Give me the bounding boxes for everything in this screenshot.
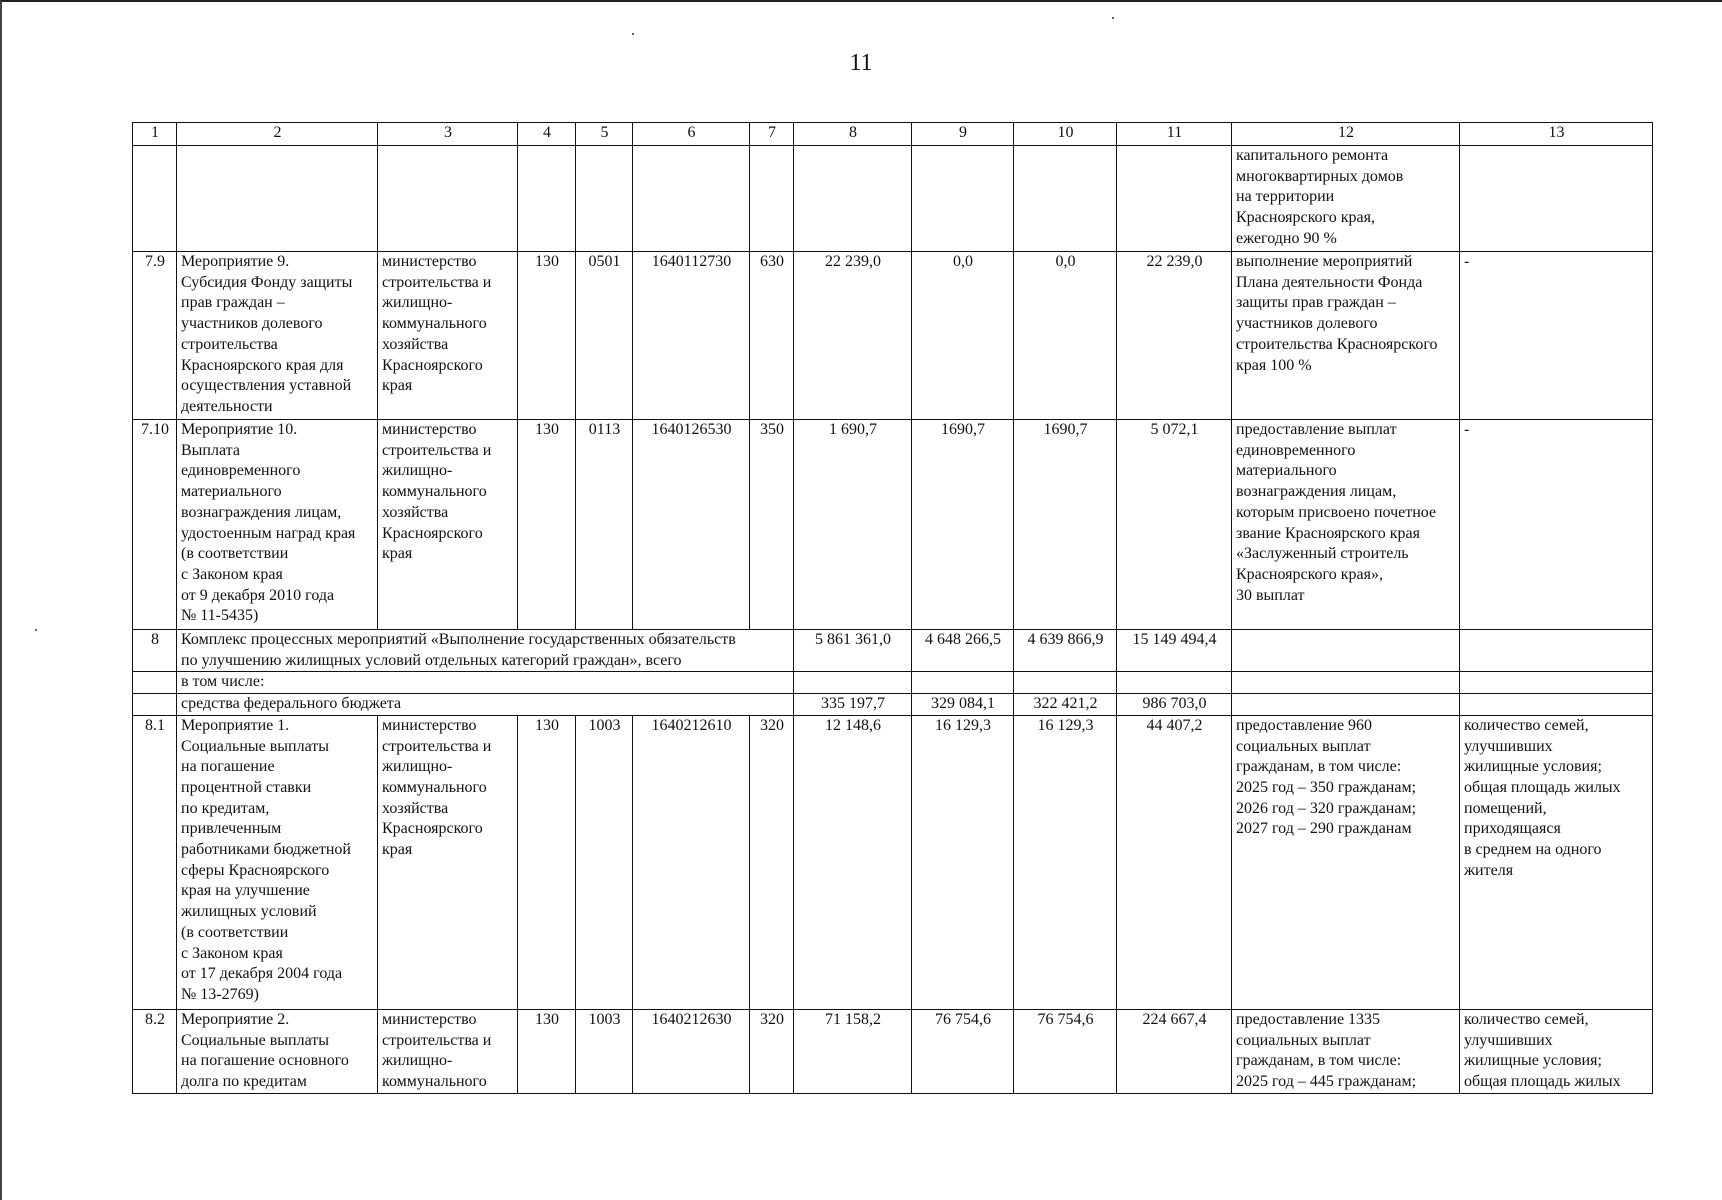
header-cell: 13 — [1460, 123, 1653, 146]
activity-name: Мероприятие 1. Социальные выплаты на погашение процентной ставки по кредитам, привлеченным работниками бюджетной сферы Красноярского края на улучшение жилищных условий (в соответствии с Законом края от 17 декабря 2004 года № 13-2769) — [177, 715, 378, 1009]
header-cell: 3 — [378, 123, 518, 146]
cell-expense-type: 320 — [750, 715, 794, 1009]
including-row — [133, 672, 1653, 694]
page-number: 11 — [849, 50, 873, 76]
cell — [794, 672, 912, 694]
cell — [1117, 146, 1232, 252]
cell-grbs: 130 — [518, 420, 576, 630]
cell — [576, 146, 633, 252]
activity-executor: министерство строительства и жилищно- коммунального хозяйства Красноярского края — [378, 252, 518, 420]
column-number-row — [133, 123, 1653, 146]
activity-executor: министерство строительства и жилищно- коммунального хозяйства Красноярского края — [378, 420, 518, 630]
cell — [1460, 694, 1653, 716]
complex-year-3: 4 639 866,9 — [1014, 630, 1117, 672]
cell-section: 0113 — [576, 420, 633, 630]
result-cell: предоставление 1335 социальных выплат гражданам, в том числе: 2025 год – 445 гражданам; — [1232, 1009, 1460, 1093]
complex-row — [133, 630, 1653, 672]
cell-expense-type: 630 — [750, 252, 794, 420]
result-cell: капитального ремонта многоквартирных домов на территории Красноярского края, ежегодно 90 % — [1232, 146, 1460, 252]
activity-number: 7.10 — [133, 420, 177, 630]
cell-expense-type: 320 — [750, 1009, 794, 1093]
activity-executor: министерство строительства и жилищно- коммунального хозяйства Красноярского края — [378, 715, 518, 1009]
cell-year-3: 76 754,6 — [1014, 1009, 1117, 1093]
cell — [133, 146, 177, 252]
cell-section: 1003 — [576, 715, 633, 1009]
cell — [378, 146, 518, 252]
indicator-cell: количество семей, улучшивших жилищные условия; общая площадь жилых помещений, приходящаяся в среднем на одного жителя — [1460, 715, 1653, 1009]
cell-total: 44 407,2 — [1117, 715, 1232, 1009]
cell-target-article: 1640212630 — [633, 1009, 750, 1093]
program-activities-table — [132, 122, 1653, 1094]
header-cell: 6 — [633, 123, 750, 146]
activity-row — [133, 252, 1653, 420]
indicator-cell: - — [1460, 252, 1653, 420]
cell — [633, 146, 750, 252]
result-cell: предоставление выплат единовременного материального вознаграждения лицам, которым присвоено почетное звание Красноярского края «Заслуженный строитель Красноярского края», 30 выплат — [1232, 420, 1460, 630]
cell — [1232, 672, 1460, 694]
complex-year-1: 5 861 361,0 — [794, 630, 912, 672]
cell-year-3: 0,0 — [1014, 252, 1117, 420]
cell — [1460, 630, 1653, 672]
cell-grbs: 130 — [518, 1009, 576, 1093]
federal-year-1: 335 197,7 — [794, 694, 912, 716]
activity-row — [133, 715, 1653, 1009]
continuation-row — [133, 146, 1653, 252]
cell-year-3: 16 129,3 — [1014, 715, 1117, 1009]
complex-total: 15 149 494,4 — [1117, 630, 1232, 672]
cell-year-3: 1690,7 — [1014, 420, 1117, 630]
cell-section: 0501 — [576, 252, 633, 420]
cell-year-1: 12 148,6 — [794, 715, 912, 1009]
cell-year-2: 76 754,6 — [912, 1009, 1014, 1093]
cell-total: 224 667,4 — [1117, 1009, 1232, 1093]
header-cell: 4 — [518, 123, 576, 146]
cell-target-article: 1640112730 — [633, 252, 750, 420]
cell — [1014, 672, 1117, 694]
cell — [1232, 630, 1460, 672]
cell — [1014, 146, 1117, 252]
cell-grbs: 130 — [518, 715, 576, 1009]
cell-expense-type: 350 — [750, 420, 794, 630]
result-cell: выполнение мероприятий Плана деятельности Фонда защиты прав граждан – участников долевого строительства Красноярского края 100 % — [1232, 252, 1460, 420]
header-cell: 1 — [133, 123, 177, 146]
header-cell: 12 — [1232, 123, 1460, 146]
indicator-cell — [1460, 146, 1653, 252]
header-cell: 8 — [794, 123, 912, 146]
cell — [1460, 672, 1653, 694]
cell-year-1: 1 690,7 — [794, 420, 912, 630]
federal-total: 986 703,0 — [1117, 694, 1232, 716]
indicator-cell: количество семей, улучшивших жилищные условия; общая площадь жилых — [1460, 1009, 1653, 1093]
cell — [518, 146, 576, 252]
cell — [912, 672, 1014, 694]
activity-number: 8.1 — [133, 715, 177, 1009]
activity-number: 8.2 — [133, 1009, 177, 1093]
scan-speck — [35, 629, 37, 631]
result-cell: предоставление 960 социальных выплат гражданам, в том числе: 2025 год – 350 гражданам; 2026 год – 320 гражданам; 2027 год – 290 гражданам — [1232, 715, 1460, 1009]
activity-executor: министерство строительства и жилищно- коммунального — [378, 1009, 518, 1093]
header-cell: 7 — [750, 123, 794, 146]
activity-name: Мероприятие 9. Субсидия Фонду защиты прав граждан – участников долевого строительства Красноярского края для осуществления уставной деятельности — [177, 252, 378, 420]
header-cell: 2 — [177, 123, 378, 146]
cell — [177, 146, 378, 252]
header-cell: 9 — [912, 123, 1014, 146]
cell-year-2: 1690,7 — [912, 420, 1014, 630]
cell-grbs: 130 — [518, 252, 576, 420]
federal-budget-row — [133, 694, 1653, 716]
header-cell: 11 — [1117, 123, 1232, 146]
cell — [794, 146, 912, 252]
cell-target-article: 1640126530 — [633, 420, 750, 630]
activity-name: Мероприятие 10. Выплата единовременного материального вознаграждения лицам, удостоенным наград края (в соответствии с Законом края от 9 декабря 2010 года № 11-5435) — [177, 420, 378, 630]
federal-year-2: 329 084,1 — [912, 694, 1014, 716]
header-cell: 5 — [576, 123, 633, 146]
cell-year-2: 16 129,3 — [912, 715, 1014, 1009]
cell-target-article: 1640212610 — [633, 715, 750, 1009]
cell — [912, 146, 1014, 252]
cell — [1117, 672, 1232, 694]
complex-title: Комплекс процессных мероприятий «Выполнение государственных обязательств по улучшению жилищных условий отдельных категорий граждан», всего — [177, 630, 794, 672]
activity-number: 7.9 — [133, 252, 177, 420]
activity-row — [133, 420, 1653, 630]
scan-speck — [632, 33, 634, 35]
cell — [1232, 694, 1460, 716]
activity-name: Мероприятие 2. Социальные выплаты на погашение основного долга по кредитам — [177, 1009, 378, 1093]
cell — [133, 694, 177, 716]
federal-budget-label: средства федерального бюджета — [177, 694, 794, 716]
complex-year-2: 4 648 266,5 — [912, 630, 1014, 672]
cell-year-1: 71 158,2 — [794, 1009, 912, 1093]
indicator-cell: - — [1460, 420, 1653, 630]
scan-speck — [1112, 17, 1114, 19]
activity-row — [133, 1009, 1653, 1093]
cell-section: 1003 — [576, 1009, 633, 1093]
federal-year-3: 322 421,2 — [1014, 694, 1117, 716]
cell — [133, 672, 177, 694]
header-cell: 10 — [1014, 123, 1117, 146]
complex-number: 8 — [133, 630, 177, 672]
cell-total: 22 239,0 — [1117, 252, 1232, 420]
cell-year-2: 0,0 — [912, 252, 1014, 420]
cell-year-1: 22 239,0 — [794, 252, 912, 420]
cell — [750, 146, 794, 252]
including-label: в том числе: — [177, 672, 794, 694]
cell-total: 5 072,1 — [1117, 420, 1232, 630]
